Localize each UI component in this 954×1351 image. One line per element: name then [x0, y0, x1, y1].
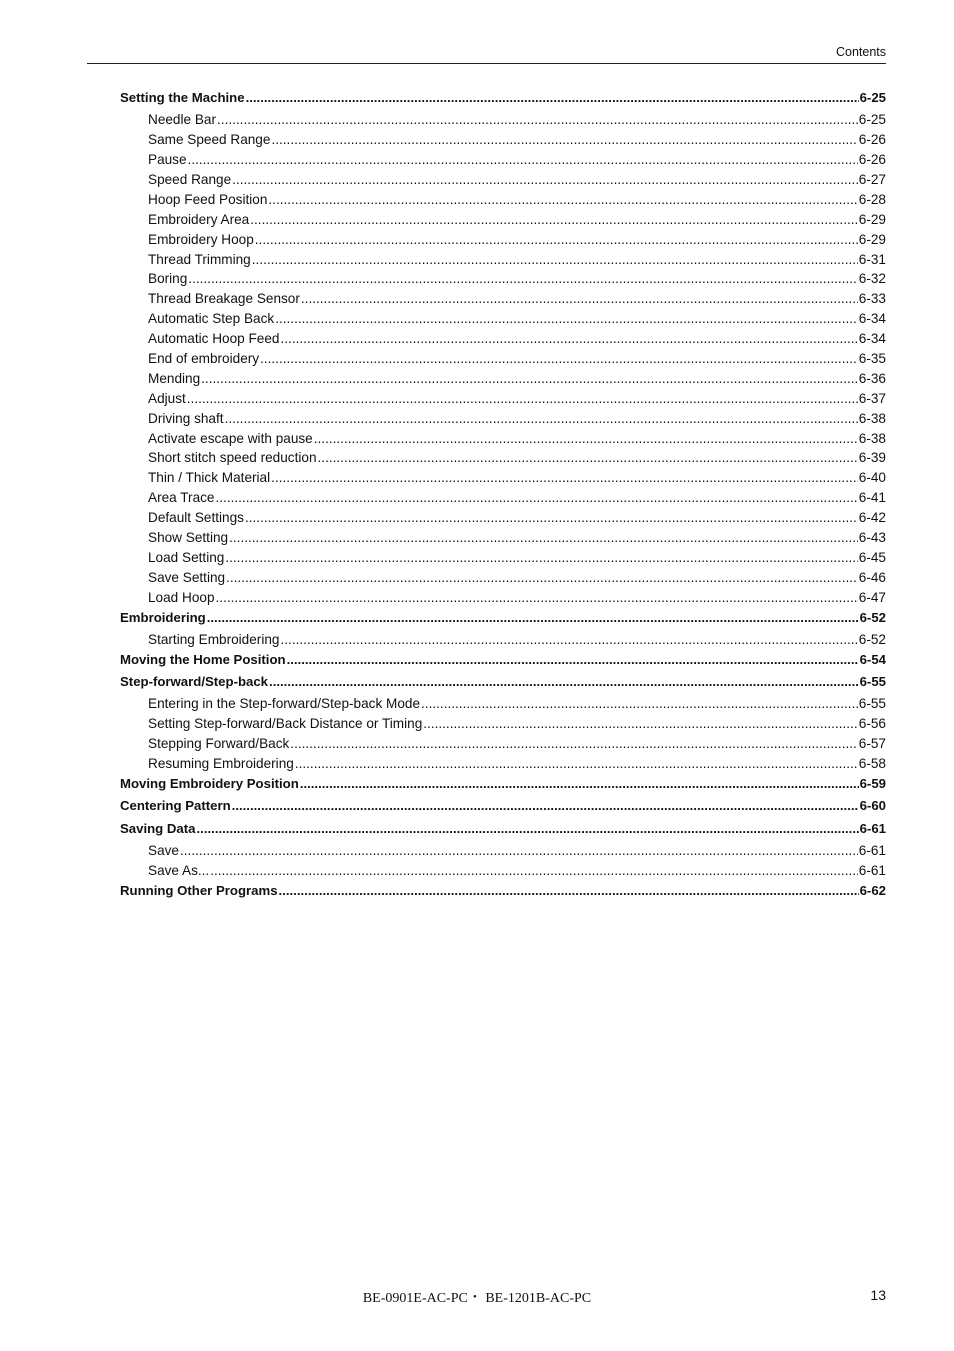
toc-dot-leader: [280, 632, 857, 647]
toc-entry-label: Resuming Embroidering: [148, 756, 294, 772]
toc-entry-page: 6-42: [858, 510, 886, 526]
toc-entry-page: 6-29: [858, 231, 886, 247]
toc-subsection-entry[interactable]: [120, 172, 886, 192]
toc-entry-label: Thread Breakage Sensor: [148, 291, 300, 307]
toc-dot-leader: [197, 821, 859, 836]
toc-entry-page: 6-34: [858, 331, 886, 347]
toc-entry-label: Load Setting: [148, 549, 225, 565]
toc-dot-leader: [226, 570, 858, 585]
toc-section-entry[interactable]: [120, 883, 886, 905]
toc-entry-label: Save: [148, 842, 179, 858]
toc-entry-page: 6-59: [859, 775, 886, 791]
toc-subsection-entry[interactable]: [120, 291, 886, 311]
toc-entry-page: 6-34: [858, 311, 886, 327]
toc-entry-page: 6-25: [858, 112, 886, 128]
toc-entry-label: Setting Step-forward/Back Distance or Timing: [148, 716, 423, 732]
toc-dot-leader: [250, 212, 858, 227]
toc-dot-leader: [187, 391, 858, 406]
toc-entry-label: End of embroidery: [148, 350, 260, 366]
toc-section-entry[interactable]: [120, 821, 886, 843]
toc-entry-page: 6-33: [858, 291, 886, 307]
toc-dot-leader: [201, 371, 858, 386]
footer-model-numbers: BE-0901E-AC-PC・ BE-1201B-AC-PC: [362, 1291, 592, 1306]
toc-dot-leader: [301, 291, 858, 306]
toc-entry-page: 6-40: [858, 470, 886, 486]
toc-dot-leader: [268, 192, 857, 207]
toc-entry-page: 6-47: [858, 589, 886, 605]
toc-entry-label: Moving Embroidery Position: [120, 775, 299, 791]
toc-entry-page: 6-38: [858, 430, 886, 446]
toc-dot-leader: [314, 431, 858, 446]
toc-subsection-entry[interactable]: [120, 371, 886, 391]
toc-dot-leader: [217, 112, 858, 127]
toc-dot-leader: [216, 490, 858, 505]
toc-entry-label: Save As...: [148, 862, 210, 878]
toc-subsection-entry[interactable]: [120, 132, 886, 152]
toc-subsection-entry[interactable]: [120, 112, 886, 132]
toc-entry-page: 6-57: [858, 736, 886, 752]
toc-entry-label: Speed Range: [148, 171, 232, 187]
toc-entry-label: Running Other Programs: [120, 882, 278, 898]
toc-entry-page: 6-52: [858, 631, 886, 647]
toc-entry-page: 6-38: [858, 410, 886, 426]
toc-entry-label: Boring: [148, 271, 188, 287]
toc-entry-label: Automatic Hoop Feed: [148, 331, 280, 347]
toc-entry-label: Driving shaft: [148, 410, 224, 426]
toc-dot-leader: [318, 450, 858, 465]
toc-entry-label: Thread Trimming: [148, 251, 251, 267]
toc-entry-label: Default Settings: [148, 510, 244, 526]
toc-section-entry[interactable]: [120, 652, 886, 674]
toc-dot-leader: [295, 756, 858, 771]
toc-entry-label: Embroidering: [120, 609, 206, 625]
toc-dot-leader: [255, 232, 858, 247]
toc-dot-leader: [207, 610, 859, 625]
toc-subsection-entry[interactable]: [120, 470, 886, 490]
toc-entry-label: Mending: [148, 370, 201, 386]
toc-subsection-entry[interactable]: [120, 431, 886, 451]
toc-section-entry[interactable]: [120, 674, 886, 696]
toc-entry-label: Load Hoop: [148, 589, 215, 605]
toc-entry-page: 6-26: [858, 152, 886, 168]
toc-entry-label: Same Speed Range: [148, 132, 271, 148]
toc-entry-page: 6-35: [858, 350, 886, 366]
toc-entry-page: 6-28: [858, 191, 886, 207]
toc-entry-page: 6-36: [858, 370, 886, 386]
toc-dot-leader: [260, 351, 858, 366]
toc-subsection-entry[interactable]: [120, 351, 886, 371]
toc-section-entry[interactable]: [120, 776, 886, 798]
toc-entry-label: Adjust: [148, 390, 186, 406]
toc-entry-page: 6-61: [859, 820, 886, 836]
toc-dot-leader: [300, 776, 859, 791]
toc-entry-label: Activate escape with pause: [148, 430, 313, 446]
toc-subsection-entry[interactable]: [120, 212, 886, 232]
toc-entry-page: 6-46: [858, 569, 886, 585]
toc-entry-label: Entering in the Step-forward/Step-back Mode: [148, 696, 421, 712]
toc-entry-label: Centering Pattern: [120, 798, 231, 814]
toc-subsection-entry[interactable]: [120, 530, 886, 550]
toc-entry-page: 6-39: [858, 450, 886, 466]
toc-entry-page: 6-43: [858, 530, 886, 545]
toc-entry-label: Automatic Step Back: [148, 311, 275, 327]
toc-entry-page: 6-55: [858, 696, 886, 712]
toc-dot-leader: [225, 411, 858, 426]
toc-dot-leader: [269, 674, 859, 689]
toc-entry-label: Needle Bar: [148, 112, 217, 128]
toc-entry-page: 6-45: [858, 549, 886, 565]
toc-entry-page: 6-55: [859, 674, 886, 690]
toc-entry-label: Thin / Thick Material: [148, 470, 271, 486]
toc-subsection-entry[interactable]: [120, 411, 886, 431]
toc-subsection-entry[interactable]: [120, 632, 886, 652]
toc-entry-label: Show Setting: [148, 530, 229, 545]
toc-dot-leader: [271, 132, 857, 147]
toc-subsection-entry[interactable]: [120, 843, 886, 863]
toc-dot-leader: [280, 331, 857, 346]
toc-subsection-entry[interactable]: [120, 311, 886, 331]
toc-entry-page: 6-31: [858, 251, 886, 267]
toc-dot-leader: [252, 252, 858, 267]
toc-entry-page: 6-61: [858, 862, 886, 878]
toc-section-entry[interactable]: [120, 798, 886, 820]
toc-dot-leader: [246, 90, 859, 105]
toc-entry-label: Saving Data: [120, 820, 196, 836]
toc-dot-leader: [216, 590, 858, 605]
toc-section-entry[interactable]: [120, 90, 886, 112]
toc-subsection-entry[interactable]: [120, 232, 886, 252]
toc-dot-leader: [279, 883, 859, 898]
toc-entry-page: 6-61: [858, 842, 886, 858]
toc-entry-label: Stepping Forward/Back: [148, 736, 290, 752]
toc-subsection-entry[interactable]: [120, 192, 886, 212]
toc-subsection-entry[interactable]: [120, 590, 886, 610]
toc-dot-leader: [290, 736, 857, 751]
toc-entry-page: 6-37: [858, 390, 886, 406]
toc-dot-leader: [421, 696, 858, 711]
toc-entry-page: 6-60: [859, 798, 886, 814]
toc-entry-label: Save Setting: [148, 569, 226, 585]
toc-subsection-entry[interactable]: [120, 696, 886, 716]
toc-entry-page: 6-54: [859, 651, 886, 667]
toc-subsection-entry[interactable]: [120, 152, 886, 172]
toc-entry-label: Step-forward/Step-back: [120, 674, 269, 690]
toc-entry-page: 6-41: [858, 490, 886, 506]
header-rule: [87, 63, 886, 64]
toc-entry-page: 6-52: [859, 609, 886, 625]
toc-dot-leader: [188, 152, 858, 167]
toc-dot-leader: [271, 470, 858, 485]
toc-entry-label: Embroidery Area: [148, 211, 250, 227]
toc-dot-leader: [275, 311, 858, 326]
toc-subsection-entry[interactable]: [120, 570, 886, 590]
toc-dot-leader: [229, 530, 858, 545]
footer-page-number: 13: [870, 1287, 886, 1303]
toc-subsection-entry[interactable]: [120, 716, 886, 736]
toc-entry-label: Area Trace: [148, 490, 215, 506]
toc-entry-label: Setting the Machine: [120, 90, 245, 105]
toc-entry-page: 6-62: [859, 882, 886, 898]
toc-dot-leader: [232, 798, 859, 813]
toc-entry-page: 6-58: [858, 756, 886, 772]
toc-subsection-entry[interactable]: [120, 331, 886, 351]
toc-subsection-entry[interactable]: [120, 863, 886, 883]
toc-entry-label: Short stitch speed reduction: [148, 450, 317, 466]
toc-entry-label: Embroidery Hoop: [148, 231, 254, 247]
toc-subsection-entry[interactable]: [120, 550, 886, 570]
toc-dot-leader: [287, 652, 859, 667]
toc-entry-page: 6-32: [858, 271, 886, 287]
toc-entry-page: 6-29: [858, 211, 886, 227]
toc-section-entry[interactable]: [120, 610, 886, 632]
table-of-contents: [120, 90, 886, 905]
toc-dot-leader: [225, 550, 857, 565]
toc-dot-leader: [210, 863, 858, 878]
toc-entry-page: 6-56: [858, 716, 886, 732]
toc-dot-leader: [180, 843, 858, 858]
toc-dot-leader: [245, 510, 858, 525]
toc-subsection-entry[interactable]: [120, 252, 886, 272]
toc-subsection-entry[interactable]: [120, 756, 886, 776]
toc-subsection-entry[interactable]: [120, 271, 886, 291]
toc-entry-label: Pause: [148, 152, 187, 168]
toc-subsection-entry[interactable]: [120, 736, 886, 756]
toc-dot-leader: [188, 271, 857, 286]
toc-entry-page: 6-25: [859, 90, 886, 105]
toc-entry-label: Hoop Feed Position: [148, 191, 268, 207]
page-header-title: Contents: [835, 45, 886, 59]
toc-subsection-entry[interactable]: [120, 391, 886, 411]
toc-entry-label: Moving the Home Position: [120, 651, 286, 667]
toc-entry-label: Starting Embroidering: [148, 631, 280, 647]
toc-subsection-entry[interactable]: [120, 490, 886, 510]
toc-entry-page: 6-27: [858, 171, 886, 187]
toc-entry-page: 6-26: [858, 132, 886, 148]
toc-dot-leader: [423, 716, 858, 731]
toc-dot-leader: [232, 172, 858, 187]
toc-subsection-entry[interactable]: [120, 450, 886, 470]
toc-subsection-entry[interactable]: [120, 510, 886, 530]
